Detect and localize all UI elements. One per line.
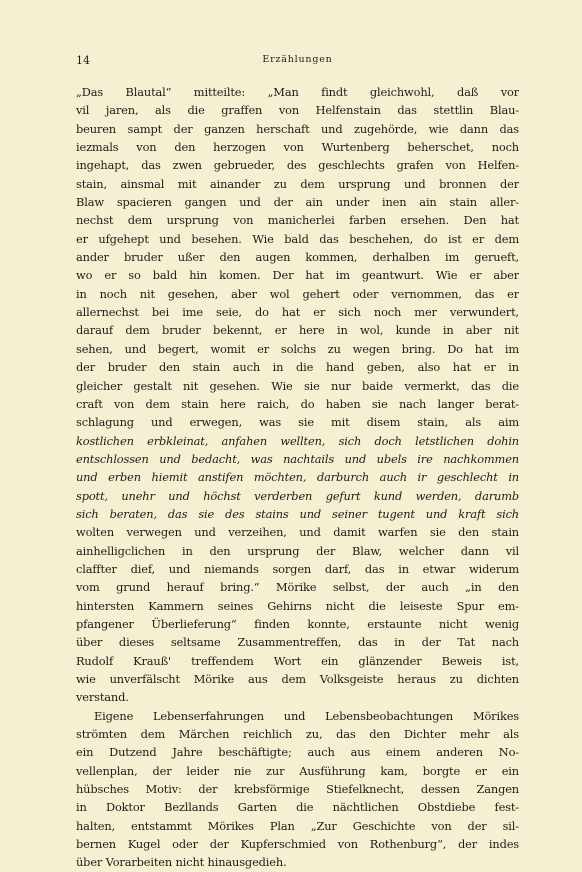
text-line: schlagung und erwegen, was sie mit disem stain, als aim <box>76 415 519 430</box>
text-line: er ufgehept und besehen. Wie bald das beschehen, do ist er dem <box>76 231 519 246</box>
text-line: allernechst bei ime seie, do hat er sich noch mer verwundert, <box>76 305 519 320</box>
text-line: über Vorarbeiten nicht hinausgedieh. <box>76 855 287 870</box>
text-line: „Das Blautal“ mitteilte: „Man findt gleichwohl, daß vor <box>76 85 519 99</box>
text-line: spott, unehr und höchst verderben gefurt kund werden, darumb <box>76 488 519 503</box>
text-line: in noch nit gesehen, aber wol gehert oder vernommen, das er <box>76 286 519 301</box>
text-line: bernen Kugel oder der Kupferschmied von Rothenburg“, der indes <box>76 837 519 852</box>
page-number: 14 <box>76 54 90 67</box>
page-header <box>76 54 519 68</box>
text-line: sich beraten, das sie des stains und seiner tugent und kraft sich <box>76 506 519 521</box>
text-line: wie unverfälscht Mörike aus dem Volksgeiste heraus zu dichten <box>76 672 519 686</box>
text-line: strömten dem Märchen reichlich zu, das den Dichter mehr als <box>76 727 519 742</box>
text-line: pfangener Überlieferung“ finden konnte, erstaunte nicht wenig <box>76 616 519 631</box>
text-line: hintersten Kammern seines Gehirns nicht die leiseste Spur em- <box>76 598 519 613</box>
text-line: in Doktor Bezllands Garten die nächtlichen Obstdiebe fest- <box>76 800 519 815</box>
text-line: Eigene Lebenserfahrungen und Lebensbeobachtungen Mörikes <box>94 708 519 723</box>
text-line: wo er so bald hin komen. Der hat im geantwurt. Wie er aber <box>76 268 519 283</box>
text-line: iezmals von den herzogen von Wurtenberg beherschet, noch <box>76 140 519 155</box>
text-line: kostlichen erbkleinat, anfahen wellten, sich doch letstlichen dohin <box>76 433 519 448</box>
text-line: vom grund herauf bring.“ Mörike selbst, der auch „in den <box>76 580 519 595</box>
text-line: Blaw spacieren gangen und der ain under inen ain stain aller- <box>76 195 519 210</box>
text-line: Rudolf Krauß' treffendem Wort ein glänzender Beweis ist, <box>76 653 519 668</box>
running-title: Erzählungen <box>262 54 333 65</box>
text-line: claffter dief, und niemands sorgen darf, das in etwar widerum <box>76 561 519 576</box>
text-line: darauf dem bruder bekennt, er here in wol, kunde in aber nit <box>76 323 519 338</box>
text-line: gleicher gestalt nit gesehen. Wie sie nur baide vermerkt, das die <box>76 378 519 393</box>
text-line: vellenplan, der leider nie zur Ausführung kam, borgte er ein <box>76 763 519 778</box>
text-line: hübsches Motiv: der krebsförmige Stiefelknecht, dessen Zangen <box>76 782 519 797</box>
text-line: entschlossen und bedacht, was nachtails und ubels ire nachkommen <box>76 451 519 466</box>
text-line: stain, ainsmal mit ainander zu dem ursprung und bronnen der <box>76 176 519 191</box>
text-line: über dieses seltsame Zusammentreffen, das in der Tat nach <box>76 635 519 650</box>
text-line: wolten verwegen und verzeihen, und damit warfen sie den stain <box>76 525 519 540</box>
text-line: sehen, und begert, womit er solchs zu wegen bring. Do hat im <box>76 341 519 356</box>
body-text <box>76 83 519 872</box>
text-line: ein Dutzend Jahre beschäftigte; auch aus einem anderen No- <box>76 745 519 760</box>
text-line: ander bruder ußer den augen kommen, derhalben im gerueft, <box>76 250 519 265</box>
text-line: verstand. <box>76 690 129 705</box>
text-line: craft von dem stain here raich, do haben sie nach langer berat- <box>76 396 519 411</box>
text-line: und erben hiemit anstifen möchten, darburch auch ir geschlecht in <box>76 470 519 485</box>
text-line: ainhelligclichen in den ursprung der Blaw, welcher dann vil <box>76 543 519 558</box>
text-line: beuren sampt der ganzen herschaft und zugehörde, wie dann das <box>76 121 519 136</box>
text-line: vil jaren, als die graffen von Helfenstain das stettlin Blau- <box>76 103 519 118</box>
text-line: halten, entstammt Mörikes Plan „Zur Geschichte von der sil- <box>76 818 519 833</box>
text-line: nechst dem ursprung von manicherlei farben ersehen. Den hat <box>76 213 519 228</box>
text-line: ingehapt, das zwen gebrueder, des geschlechts grafen von Helfen- <box>76 158 519 173</box>
text-line: der bruder den stain auch in die hand geben, also hat er in <box>76 360 519 375</box>
